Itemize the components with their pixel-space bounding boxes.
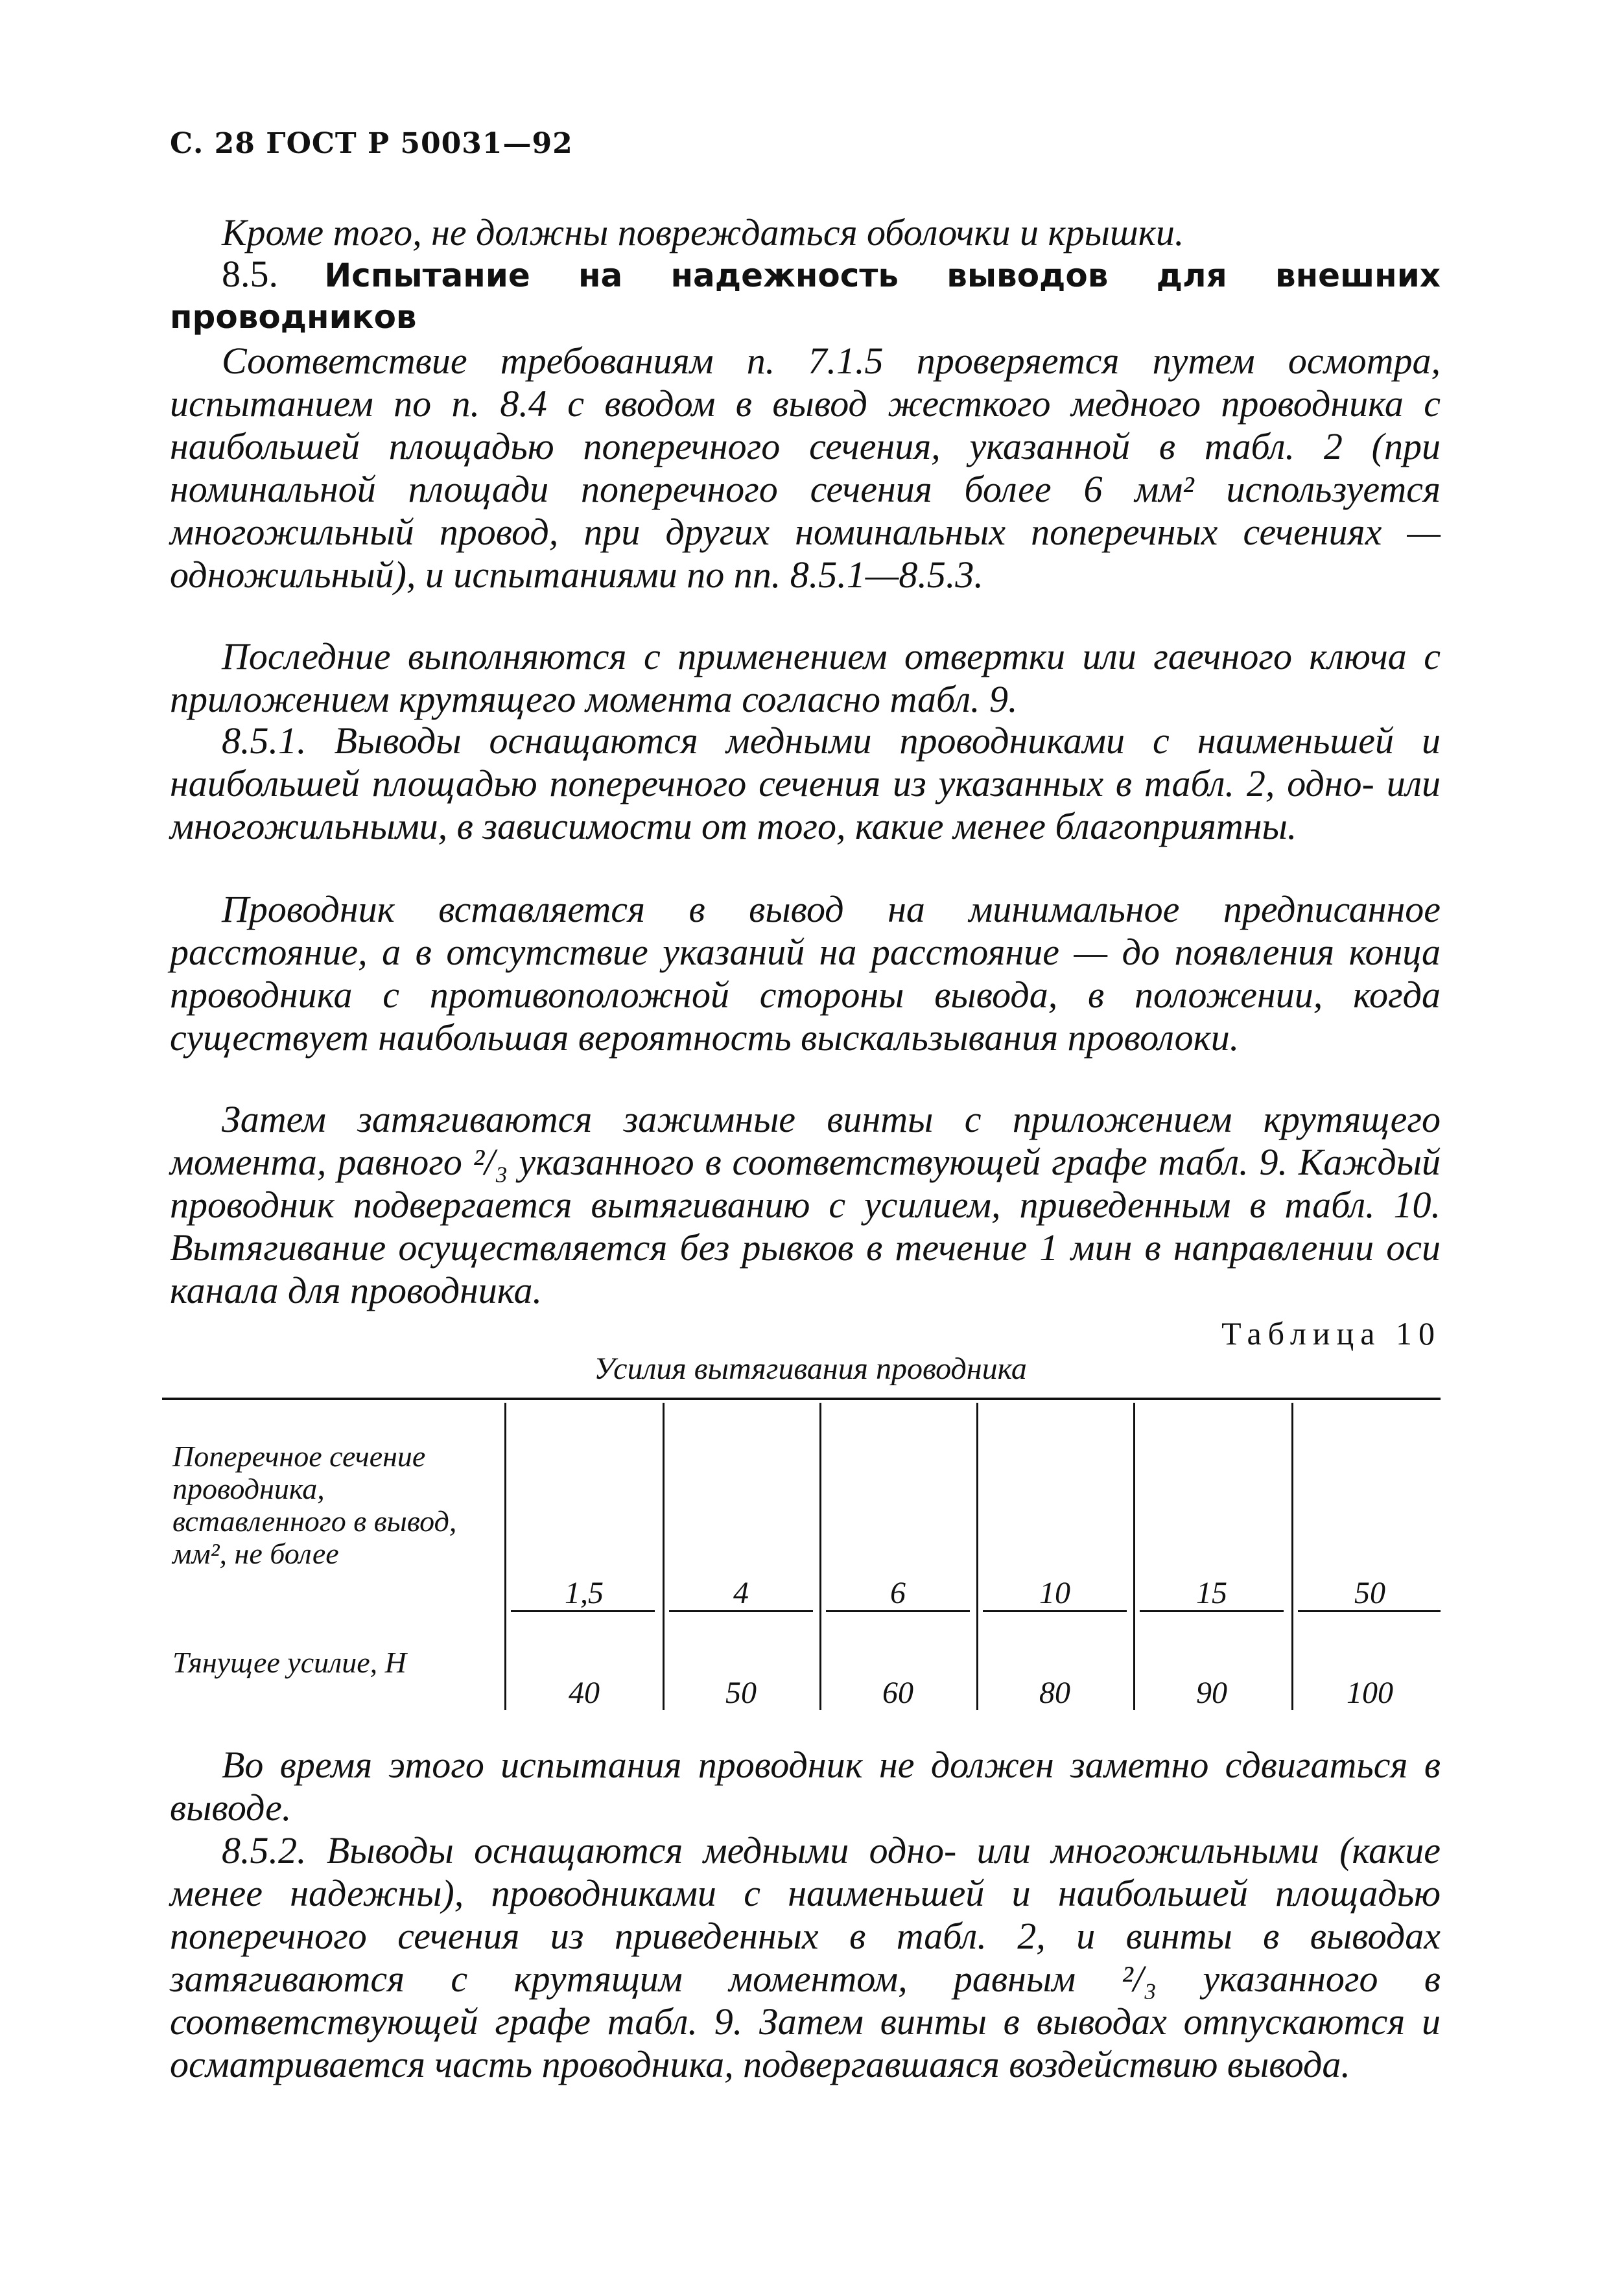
paragraph-shells: Кроме того, не должны повреждаться оболочки и крышки. [222, 211, 1184, 253]
table-title: Усилия вытягивания проводника [594, 1352, 1027, 1386]
table-cell: 50 [725, 1676, 757, 1710]
paragraph-8-5-2: 8.5.2. Выводы оснащаются медными одно- или многожильными (какие менее надежны), проводниками с наименьшей и наибольшей площадью поперечного сечения из приведенных в табл. 2, и винты в выводах затягиваются с крутящим моментом, равным ²/₃ указанного в соответствующей графе табл. 9. Затем винты в выводах отпускаются и осматривается часть проводника, подвергавшаяся воздействию вывода. [170, 1829, 1441, 2085]
table-top-rule [162, 1398, 1441, 1400]
section-number: 8.5. [222, 253, 278, 295]
row-header-pull-force: Тянущее усилие, Н [172, 1646, 406, 1679]
table-label: Таблица 10 [1221, 1315, 1441, 1352]
table-divider [663, 1403, 665, 1710]
section-title: Испытание на надежность выводов для внешних проводников [170, 257, 1441, 336]
table-divider [976, 1403, 978, 1710]
table-cell: 90 [1196, 1676, 1227, 1710]
table-cell: 80 [1039, 1676, 1070, 1710]
table-cell: 15 [1196, 1576, 1227, 1610]
paragraph-insertion: Проводник вставляется в вывод на минимальное предписанное расстояние, а в отсутствие указаний на расстояние — до появления конца проводника с противоположной стороны вывода, в положении, когда существует наибольшая вероятность выскальзывания проволоки. [170, 888, 1441, 1059]
section-8-5-heading [170, 254, 1441, 337]
paragraph-compliance: Соответствие требованиям п. 7.1.5 проверяется путем осмотра, испытанием по п. 8.4 с вводом в вывод жесткого медного проводника с наибольшей площадью поперечного сечения, указанной в табл. 2 (при номинальной площади поперечного сечения более 6 мм² используется многожильный провод, при других номинальных поперечных сечениях — одножильный), и испытаниями по пп. 8.5.1—8.5.3. [170, 340, 1441, 596]
paragraph-tools: Последние выполняются с применением отвертки или гаечного ключа с приложением крутящего момента согласно табл. 9. [170, 635, 1441, 720]
table-cell: 50 [1354, 1576, 1385, 1610]
table-cell: 60 [882, 1676, 913, 1710]
table-cell: 100 [1347, 1676, 1393, 1710]
table-cell: 1,5 [565, 1576, 604, 1610]
table-cell: 6 [890, 1576, 906, 1610]
table-divider [819, 1403, 821, 1710]
table-cell: 4 [733, 1576, 749, 1610]
paragraph-tightening: Затем затягиваются зажимные винты с приложением крутящего момента, равного ²/₃ указанного в соответствующей графе табл. 9. Каждый проводник подвергается вытягиванию с усилием, приведенным в табл. 10. Вытягивание осуществляется без рывков в течение 1 мин в направлении оси канала для проводника. [170, 1098, 1441, 1311]
table-divider [1291, 1403, 1293, 1710]
paragraph-no-shift: Во время этого испытания проводник не должен заметно сдвигаться в выводе. [170, 1744, 1441, 1829]
table-divider [1133, 1403, 1135, 1710]
paragraph-8-5-1: 8.5.1. Выводы оснащаются медными проводниками с наименьшей и наибольшей площадью поперечного сечения из указанных в табл. 2, одно- или многожильными, в зависимости от того, какие менее благоприятны. [170, 720, 1441, 847]
page-header: С. 28 ГОСТ Р 50031—92 [170, 127, 573, 160]
table-cell: 10 [1039, 1576, 1070, 1610]
row-header-cross-section: Поперечное сечение проводника, вставленного в вывод, мм², не более [172, 1440, 457, 1570]
table-divider [504, 1403, 506, 1710]
table-cell: 40 [569, 1676, 600, 1710]
